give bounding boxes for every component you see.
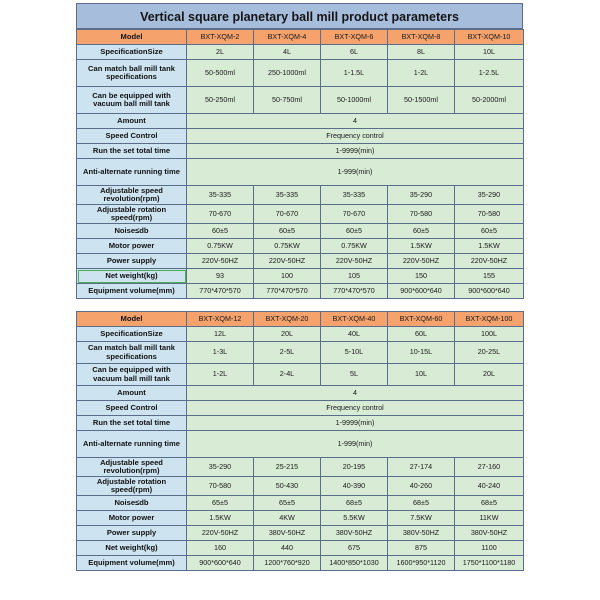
row-label: Power supply [77, 254, 187, 269]
table-cell: 70-580 [187, 477, 254, 496]
table-cell: 220V-50HZ [187, 526, 254, 541]
table-cell: 93 [187, 269, 254, 284]
row-label: Run the set total time [77, 416, 187, 431]
table-cell: 380V-50HZ [321, 526, 388, 541]
table-row [77, 477, 524, 496]
row-label: Anti-alternate running time [77, 159, 187, 186]
table-cell: 12L [187, 327, 254, 342]
model-cell: BXT-XQM-60 [388, 312, 455, 327]
table-cell: 11KW [455, 511, 524, 526]
table-row [77, 129, 524, 144]
table-row [77, 205, 524, 224]
table-cell: 1.5KW [187, 511, 254, 526]
table-cell: 20-195 [321, 458, 388, 477]
table-cell: 65±5 [254, 496, 321, 511]
table-row [77, 364, 524, 386]
model-row [77, 30, 524, 45]
spec-sheet [76, 3, 523, 571]
table-cell: 440 [254, 541, 321, 556]
table-row [77, 186, 524, 205]
table-cell: 220V-50HZ [455, 254, 524, 269]
table-cell: 100 [254, 269, 321, 284]
table-row [77, 416, 524, 431]
table-cell: 5.5KW [321, 511, 388, 526]
table-cell: 60±5 [321, 224, 388, 239]
table-cell: 60±5 [254, 224, 321, 239]
table-cell: 1100 [455, 541, 524, 556]
table-cell: 6L [321, 45, 388, 60]
row-label: Model [77, 30, 187, 45]
table-cell: 0.75KW [321, 239, 388, 254]
table-cell: 60±5 [187, 224, 254, 239]
row-label: Speed Control [77, 401, 187, 416]
table-row [77, 239, 524, 254]
table-cell: 900*600*640 [455, 284, 524, 299]
row-label: Power supply [77, 526, 187, 541]
table-row [77, 284, 524, 299]
table-cell: 4L [254, 45, 321, 60]
table-cell: 7.5KW [388, 511, 455, 526]
row-label: Net weight(kg) [77, 269, 187, 284]
table-cell: 1.5KW [455, 239, 524, 254]
table-cell: 27-160 [455, 458, 524, 477]
table-cell: 35-335 [254, 186, 321, 205]
table-cell: 1.5KW [388, 239, 455, 254]
model-row [77, 312, 524, 327]
table-cell: 60±5 [455, 224, 524, 239]
table-cell: 1200*760*920 [254, 556, 321, 571]
table-cell: 8L [388, 45, 455, 60]
table-cell: 70-670 [187, 205, 254, 224]
table-cell: 50-430 [254, 477, 321, 496]
model-cell: BXT-XQM-12 [187, 312, 254, 327]
row-label: Adjustable speed revolution(rpm) [77, 458, 187, 477]
table-cell: Frequency control [187, 401, 524, 416]
table-cell: 70-580 [388, 205, 455, 224]
table-cell: 20L [455, 364, 524, 386]
table-cell: 25-215 [254, 458, 321, 477]
table-cell: 4 [187, 386, 524, 401]
table-cell: 10-15L [388, 342, 455, 364]
table-cell: 68±5 [455, 496, 524, 511]
table-cell: 5-10L [321, 342, 388, 364]
table-cell: 220V-50HZ [321, 254, 388, 269]
row-label: Run the set total time [77, 144, 187, 159]
table-cell: 1-3L [187, 342, 254, 364]
table-cell: 380V-50HZ [388, 526, 455, 541]
row-label: Can be equipped with vacuum ball mill tank [77, 87, 187, 114]
table-row [77, 342, 524, 364]
table-cell: 5L [321, 364, 388, 386]
table-cell: 0.75KW [254, 239, 321, 254]
table-cell: 10L [455, 45, 524, 60]
table-row [77, 431, 524, 458]
row-label: Motor power [77, 511, 187, 526]
row-label: Equipment volume(mm) [77, 284, 187, 299]
table-cell: 150 [388, 269, 455, 284]
table-cell: 40-390 [321, 477, 388, 496]
table-cell: 1-1.5L [321, 60, 388, 87]
table-cell: 1-999(min) [187, 159, 524, 186]
table-row [77, 526, 524, 541]
table-cell: 1-2.5L [455, 60, 524, 87]
table-cell: 2-5L [254, 342, 321, 364]
table-cell: 35-335 [187, 186, 254, 205]
table-row [77, 144, 524, 159]
table-cell: 4 [187, 114, 524, 129]
row-label: Adjustable speed revolution(rpm) [77, 186, 187, 205]
model-cell: BXT-XQM-100 [455, 312, 524, 327]
table-row [77, 458, 524, 477]
row-label: Motor power [77, 239, 187, 254]
spec-table-2 [76, 311, 524, 571]
table-cell: 4KW [254, 511, 321, 526]
table-cell: 1-2L [187, 364, 254, 386]
table-cell: 100L [455, 327, 524, 342]
table-cell: 770*470*570 [321, 284, 388, 299]
row-label: Adjustable rotation speed(rpm) [77, 205, 187, 224]
table-cell: 220V-50HZ [254, 254, 321, 269]
table-cell: 1750*1100*1180 [455, 556, 524, 571]
table-cell: 70-580 [455, 205, 524, 224]
spec-table-1 [76, 29, 524, 299]
table-cell: 40-260 [388, 477, 455, 496]
table-cell: 27-174 [388, 458, 455, 477]
row-label: Adjustable rotation speed(rpm) [77, 477, 187, 496]
table-cell: 380V-50HZ [455, 526, 524, 541]
table-row [77, 556, 524, 571]
table-cell: 900*600*640 [187, 556, 254, 571]
model-cell: BXT-XQM-6 [321, 30, 388, 45]
row-label: SpecificationSize [77, 45, 187, 60]
row-label: Speed Control [77, 129, 187, 144]
row-label: SpecificationSize [77, 327, 187, 342]
table-cell: 875 [388, 541, 455, 556]
table-cell: 68±5 [388, 496, 455, 511]
table-row [77, 327, 524, 342]
table-cell: 1400*850*1030 [321, 556, 388, 571]
table-cell: 68±5 [321, 496, 388, 511]
row-label: Can match ball mill tank specifications [77, 60, 187, 87]
table-cell: 770*470*570 [187, 284, 254, 299]
table-row [77, 224, 524, 239]
table-cell: 60±5 [388, 224, 455, 239]
table-row [77, 496, 524, 511]
table-cell: 20-25L [455, 342, 524, 364]
table-cell: 1-9999(min) [187, 416, 524, 431]
row-label: Anti-alternate running time [77, 431, 187, 458]
table-row [77, 87, 524, 114]
table-cell: 40L [321, 327, 388, 342]
table-cell: 220V-50HZ [388, 254, 455, 269]
table-cell: 35-290 [388, 186, 455, 205]
row-label: Amount [77, 386, 187, 401]
table-cell: 160 [187, 541, 254, 556]
table-cell: 35-290 [187, 458, 254, 477]
table-cell: 1-999(min) [187, 431, 524, 458]
table-cell: 1-2L [388, 60, 455, 87]
table-cell: 50-250ml [187, 87, 254, 114]
table-cell: 10L [388, 364, 455, 386]
row-label: Can match ball mill tank specifications [77, 342, 187, 364]
table-cell: 250-1000ml [254, 60, 321, 87]
table-cell: 50-500ml [187, 60, 254, 87]
table-cell: 220V-50HZ [187, 254, 254, 269]
table-cell: 105 [321, 269, 388, 284]
table-row [77, 511, 524, 526]
table-cell: 1-9999(min) [187, 144, 524, 159]
model-cell: BXT-XQM-10 [455, 30, 524, 45]
table-cell: 40-240 [455, 477, 524, 496]
table-row [77, 541, 524, 556]
row-label: Net weight(kg) [77, 541, 187, 556]
table-cell: 50-1000ml [321, 87, 388, 114]
model-cell: BXT-XQM-4 [254, 30, 321, 45]
table-cell: 380V-50HZ [254, 526, 321, 541]
table-cell: 50-1500ml [388, 87, 455, 114]
table-cell: 70-670 [254, 205, 321, 224]
table-cell: 35-335 [321, 186, 388, 205]
table-cell: 2L [187, 45, 254, 60]
page-title: Vertical square planetary ball mill product parameters [76, 3, 523, 29]
row-label: Amount [77, 114, 187, 129]
model-cell: BXT-XQM-40 [321, 312, 388, 327]
row-label: Noise≤db [77, 496, 187, 511]
table-cell: 0.75KW [187, 239, 254, 254]
table-cell: 60L [388, 327, 455, 342]
table-cell: 155 [455, 269, 524, 284]
table-cell: 50-750ml [254, 87, 321, 114]
model-cell: BXT-XQM-2 [187, 30, 254, 45]
row-label: Can be equipped with vacuum ball mill tank [77, 364, 187, 386]
table-cell: 2-4L [254, 364, 321, 386]
table-row [77, 386, 524, 401]
table-cell: 65±5 [187, 496, 254, 511]
table-row [77, 269, 524, 284]
table-cell: 675 [321, 541, 388, 556]
table-cell: Frequency control [187, 129, 524, 144]
table-cell: 20L [254, 327, 321, 342]
row-label: Equipment volume(mm) [77, 556, 187, 571]
table-row [77, 254, 524, 269]
table-cell: 35-290 [455, 186, 524, 205]
table-row [77, 60, 524, 87]
table-cell: 70-670 [321, 205, 388, 224]
row-label: Model [77, 312, 187, 327]
row-label: Noise≤db [77, 224, 187, 239]
table-row [77, 114, 524, 129]
table-cell: 50-2000ml [455, 87, 524, 114]
table-row [77, 159, 524, 186]
model-cell: BXT-XQM-20 [254, 312, 321, 327]
model-cell: BXT-XQM-8 [388, 30, 455, 45]
table-row [77, 401, 524, 416]
table-cell: 900*600*640 [388, 284, 455, 299]
table-cell: 770*470*570 [254, 284, 321, 299]
table-row [77, 45, 524, 60]
table-cell: 1600*950*1120 [388, 556, 455, 571]
